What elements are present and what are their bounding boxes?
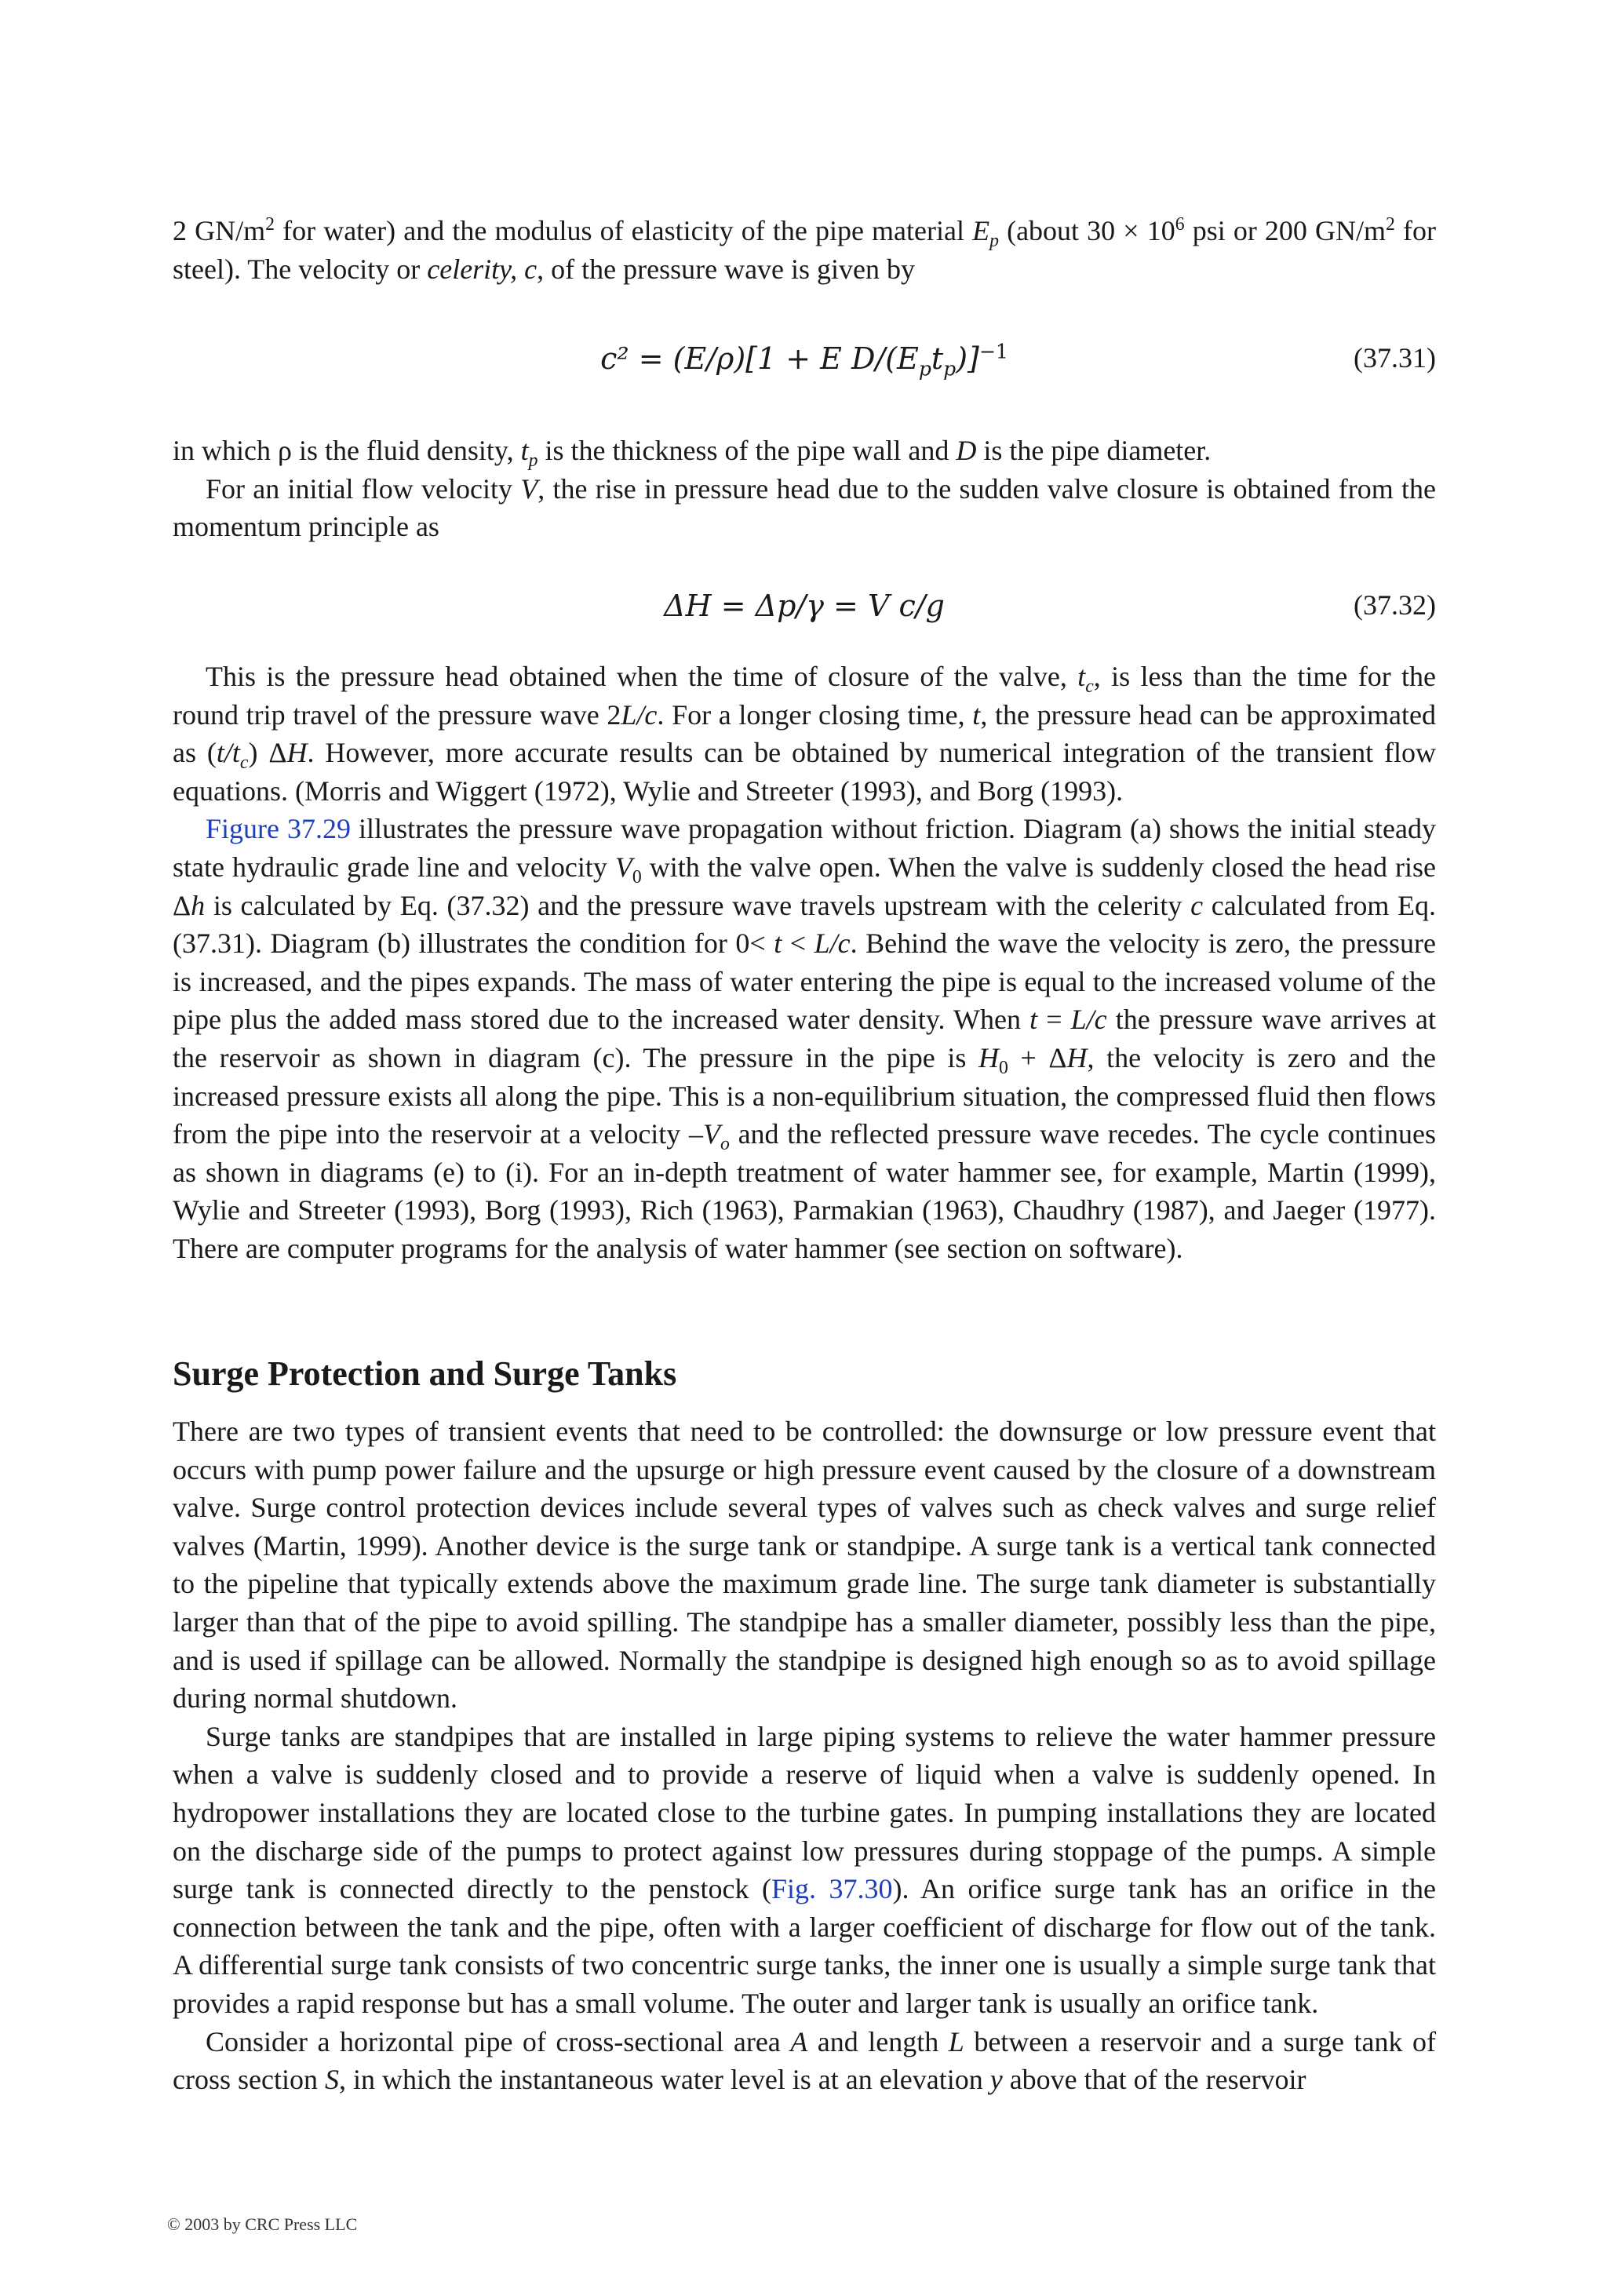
- surge-section-body: [173, 1412, 1436, 2099]
- paragraph-figure: Figure 37.29 illustrates the pressure wave propagation without friction. Diagram (a) shows the initial steady state hydraulic grade line and velocity $V_0$ with the valve open. When the valve is suddenly closed the head rise Δh is calculated by Eq. (37.32) and the pressure wave travels upstream with the celerity c calculated from Eq. (37.31). Diagram (b) illustrates the condition for 0< t < L/c. Behind the wave the velocity is zero, the pressure is increased, and the pipes expands. The mass of water entering the pipe is equal to the increased volume of the pipe plus the added mass stored due to the increased water density. When t = L/c the pressure wave arrives at the reservoir as shown in diagram (c). The pressure in the pipe is $H_0 + \Delta H$, the velocity is zero and the increased pressure exists all along the pipe. This is a non-equilibrium situation, the compressed fluid then flows from the pipe into the reservoir at a velocity $-V_o$ and the reflected pressure wave recedes. The cycle continues as shown in diagrams (e) to (i). For an in-depth treatment of water hammer see, for example, Martin (1999), Wylie and Streeter (1993), Borg (1993), Rich (1963), Parmakian (1963), Chaudhry (1987), and Jaeger (1977). There are computer programs for the analysis of water hammer (see section on software).: [173, 813, 1437, 1264]
- equation-37-31: [173, 333, 1436, 388]
- paragraph-surge-horizontal: Consider a horizontal pipe of cross-sectional area A and length L between a reservoir and a surge tank of cross section S, in which the instantaneous water level is at an elevation y above that of the reservoir: [173, 2025, 1436, 2096]
- equation-number: (37.31): [1354, 342, 1436, 374]
- text: 2 GN/m: [173, 215, 266, 246]
- paragraph-definitions: in which ρ is the fluid density, $t_p$ is the thickness of the pipe wall and D is the pipe diameter. For an initial flow velocity V, the rise in pressure head due to the sudden valve closure is obtained from the momentum principle as: [173, 432, 1436, 546]
- paragraph-closure-block: [173, 658, 1436, 1268]
- equation-37-32: [173, 581, 1436, 636]
- equation-expression: ΔH = Δp/γ = V c/g: [664, 589, 945, 623]
- copyright-footer: © 2003 by CRC Press LLC: [167, 2214, 358, 2234]
- superscript: 2: [1386, 214, 1395, 235]
- equation-expression: c² = (E/ρ)[1 + E $D/(E_pt_p)]^{-1}$: [600, 340, 1008, 381]
- paragraph-closure: This is the pressure head obtained when the time of closure of the valve, $t_c$, is less than the time for the round trip travel of the pressure wave 2L/c. For a longer closing time, t, the pressure head can be approximated as $(t/t_c)$ ΔH. However, more accurate results can be obtained by numerical integration of the transient flow equations. (Morris and Wiggert (1972), Wylie and Streeter (1993), and Borg (1993).: [173, 661, 1437, 807]
- text: , of the pressure wave is given by: [537, 253, 916, 285]
- paragraph-momentum: For an initial flow velocity V, the rise in pressure head due to the sudden valve closure is obtained from the momentum principle as: [173, 472, 1436, 543]
- text: psi or 200 GN/m: [1184, 215, 1387, 246]
- paragraph-modulus: [173, 212, 1436, 288]
- emphasis: celerity, c: [427, 253, 537, 285]
- figure-37-29-link[interactable]: Figure 37.29: [206, 813, 352, 845]
- text: for water) and the modulus of elasticity of the pipe material: [275, 215, 973, 246]
- subscript: p: [989, 231, 999, 252]
- superscript: 6: [1175, 214, 1185, 235]
- superscript: 2: [265, 214, 275, 235]
- section-heading: Surge Protection and Surge Tanks: [173, 1354, 677, 1393]
- paragraph-surge-tanks: Surge tanks are standpipes that are installed in large piping systems to relieve the water hammer pressure when a valve is suddenly closed and to provide a reserve of liquid when a valve is suddenly opened. In hydropower installations they are located close to the turbine gates. In pumping installations they are located on the discharge side of the pumps to protect against low pressures during stoppage of the pumps. A simple surge tank is connected directly to the penstock (Fig. 37.30). An orifice surge tank has an orifice in the connection between the tank and the pipe, often with a larger coefficient of discharge for flow out of the tank. A differential surge tank consists of two concentric surge tanks, the inner one is usually a simple surge tank that provides a rapid response but has a small volume. The outer and larger tank is usually an orifice tank.: [173, 1720, 1436, 2019]
- equation-number: (37.32): [1354, 589, 1436, 621]
- text: for steel). The velocity or: [173, 215, 1437, 285]
- paragraph-surge-types: There are two types of transient events that need to be controlled: the downsurge or low pressure event that occurs with pump power failure and the upsurge or high pressure event caused by the closure of a downstream valve. Surge control protection devices include several types of valves such as check valves and surge relief valves (Martin, 1999). Another device is the surge tank or standpipe. A surge tank is a vertical tank connected to the pipeline that typically extends above the maximum grade line. The surge tank diameter is substantially larger than that of the pipe to avoid spilling. The standpipe has a smaller diameter, possibly less than the pipe, and is used if spillage can be allowed. Normally the standpipe is designed high enough so as to avoid spillage during normal shutdown.: [173, 1416, 1436, 1715]
- figure-37-30-link[interactable]: Fig. 37.30: [771, 1873, 893, 1905]
- text: (about 30 × 10: [998, 215, 1175, 246]
- math-var: E: [972, 215, 990, 246]
